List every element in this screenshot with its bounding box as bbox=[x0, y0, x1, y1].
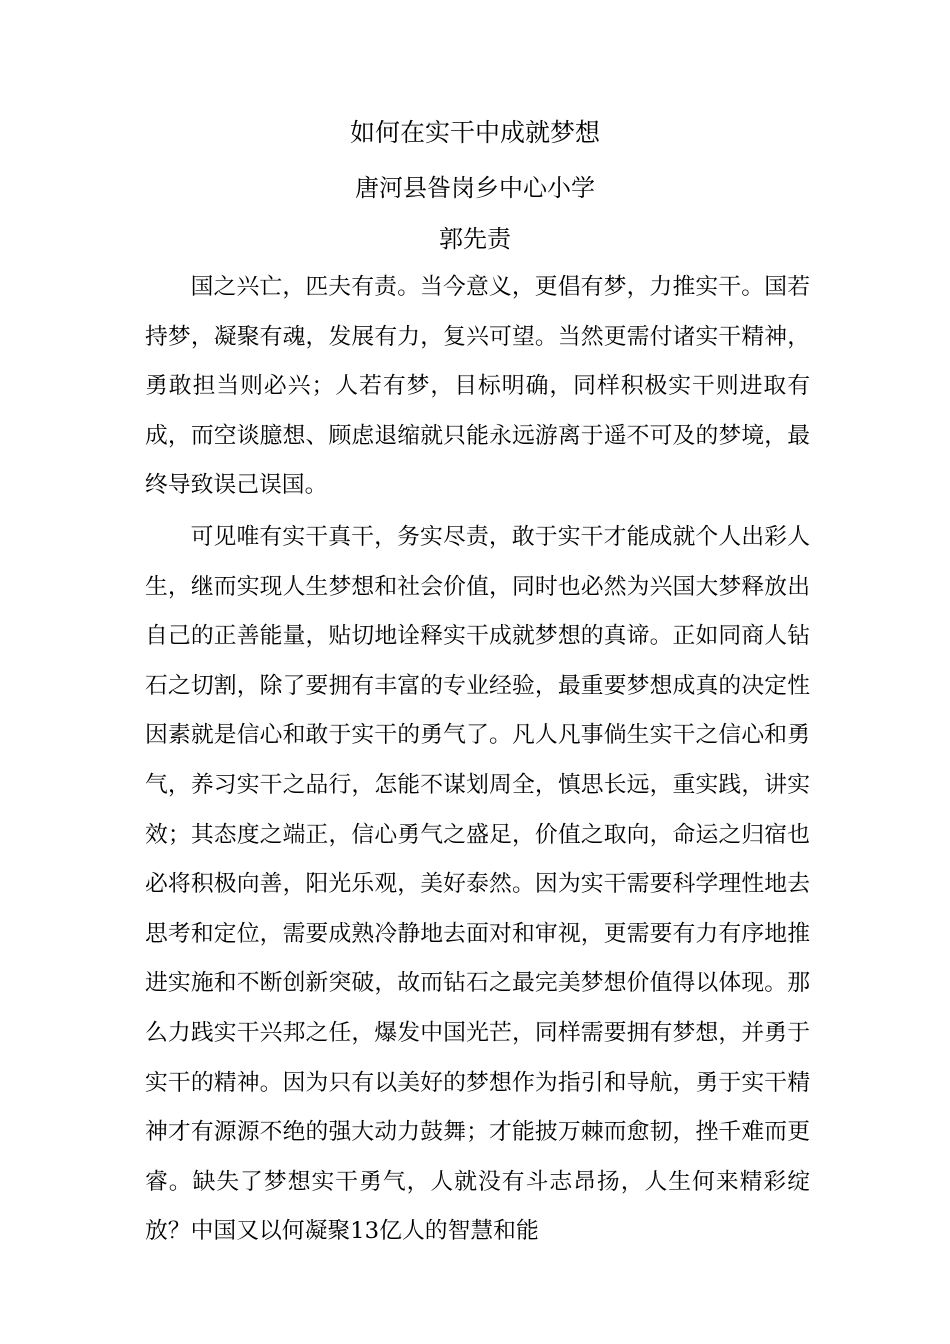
school-name: 唐河县昝岗乡中心小学 bbox=[355, 174, 595, 202]
paragraph-1: 国之兴亡，匹夫有责。当今意义，更倡有梦，力推实干。国若持梦，凝聚有魂，发展有力，复兴可望。当然更需付诸实干精神，勇敢担当则必兴；人若有梦，目标明确，同样积极实干则进取有成，而空谈臆想、顾虑退缩就只能永远游离于遥不可及的梦境，最终导致误己误国。 bbox=[145, 274, 810, 499]
document-title: 如何在实干中成就梦想 bbox=[349, 118, 600, 147]
author-name: 郭先责 bbox=[439, 225, 511, 253]
paragraph-2: 可见唯有实干真干，务实尽责，敢于实干才能成就个人出彩人生，继而实现人生梦想和社会价值，同时也必然为兴国大梦释放出自己的正善能量，贴切地诠释实干成就梦想的真谛。正如同商人钻石之切割，除了要拥有丰富的专业经验，最重要梦想成真的决定性因素就是信心和敢于实干的勇气了。凡人凡事倘生实干之信心和勇气，养习实干之品行，怎能不谋划周全，慎思长远，重实践，讲实效；其态度之端正，信心勇气之盛足，价值之取向，命运之归宿也必将积极向善，阳光乐观，美好泰然。因为实干需要科学理性地去思考和定位，需要成熟冷静地去面对和审视，更需要有力有序地推进实施和不断创新突破，故而钻石之最完美梦想价值得以体现。那么力践实干兴邦之任，爆发中国光芒，同样需要拥有梦想，并勇于实干的精神。因为只有以美好的梦想作为指引和导航，勇于实干精神才有源源不绝的强大动力鼓舞；才能披万棘而愈韧，挫千难而更睿。缺失了梦想实干勇气，人就没有斗志昂扬，人生何来精彩绽放？中国又以何凝聚13亿人的智慧和能 bbox=[145, 524, 810, 1245]
